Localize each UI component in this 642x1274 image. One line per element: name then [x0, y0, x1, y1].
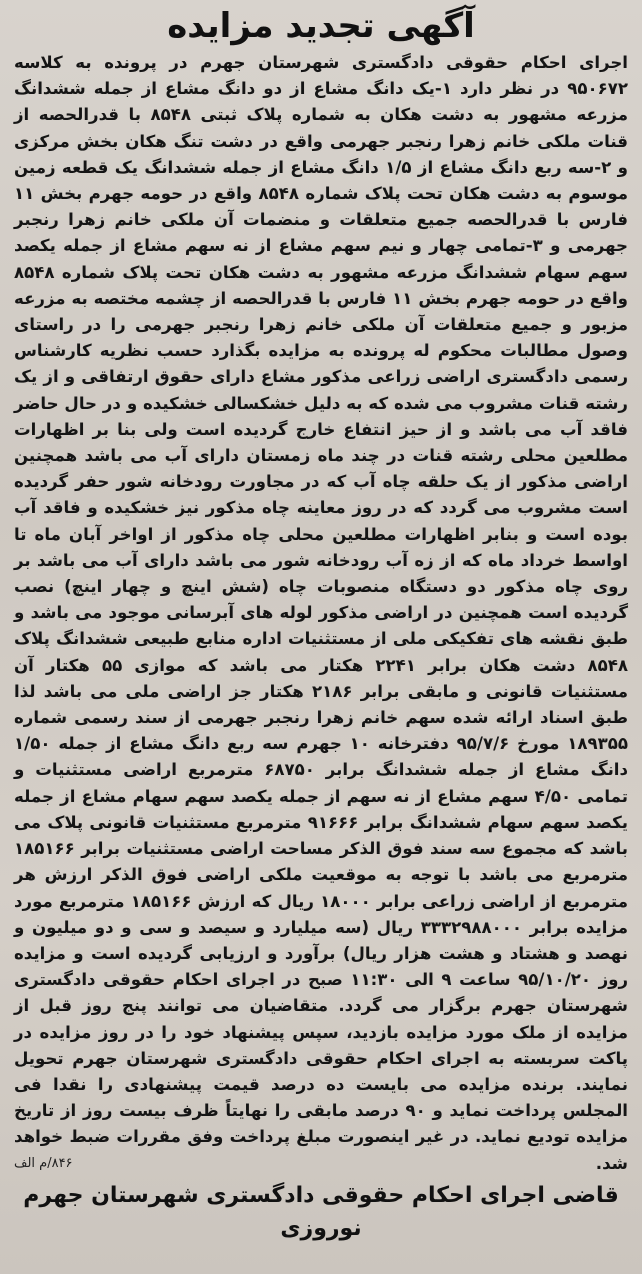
ad-signature-title: قاضی اجرای احکام حقوقی دادگستری شهرستان جهرم	[23, 1182, 619, 1208]
newspaper-clipping: آگهی تجدید مزایده اجرای احکام حقوقی دادگستری شهرستان جهرم در پرونده به کلاسه ۹۵۰۶۷۲ در نظر دارد ۱-یک دانگ مشاع از دو دانگ مشاع از جمله ششدانگ مزرعه مشهور به دشت هکان به شماره پلاک ثبتی ۸۵۴۸ با قدرالحصه از قنات ملکی خانم زهرا رنجبر جهرمی واقع در دشت تنگ هکان بخش مرکزی و ۲-سه ربع دانگ مشاع از ۱/۵ دانگ مشاع از جمله ششدانگ یک قطعه زمین موسوم به دشت هکان تحت پلاک شماره ۸۵۴۸ واقع در حومه جهرم بخش ۱۱ فارس با قدرالحصه جمیع متعلقات و منضمات آن ملکی خانم زهرا رنجبر جهرمی و ۳-تمامی چهار و نیم سهم مشاع از نه سهم مشاع از جمله یکصد سهم سهام ششدانگ مزرعه مشهور به دشت هکان تحت پلاک شماره ۸۵۴۸ واقع در حومه جهرم بخش ۱۱ فارس با قدرالحصه از چشمه مختصه به مزرعه مزبور و جمیع متعلقات آن ملکی خانم زهرا رنجبر جهرمی را در راستای وصول مطالبات محکوم له پرونده به مزایده بگذارد حسب نظریه کارشناس رسمی دادگستری اراضی زراعی مذکور مشاع دارای حقوق ارتفاقی و از یک رشته قنات مشروب می شده که به دلیل خشکسالی خشکیده و در حال حاضر فاقد آب می باشد و از حیز انتفاع خارج گردیده است ولی بنا بر اظهارات مطلعین محلی رشته قنات در چند ماه زمستان دارای آب می باشد همچنین اراضی مذکور از یک حلقه چاه آب که در مجاورت رودخانه شور حفر گردیده است مشروب می گردد که در روز معاینه چاه مذکور نیز خشکیده و فاقد آب بوده است و بنابر اظهارات مطلعین محلی چاه مذکور از اواخر آبان ماه تا اواسط خرداد ماه که از زه آب رودخانه شور می باشد دارای آب می باشد بر روی چاه مذکور دو دستگاه منصوبات چاه (شش اینچ و چهار اینچ) نصب گردیده است همچنین در اراضی مذکور لوله های آبرسانی موجود می باشد و طبق نقشه های تفکیکی ملی از مستثنیات اداره منابع طبیعی ششدانگ پلاک ۸۵۴۸ دشت هکان برابر ۲۲۴۱ هکتار می باشد که موازی ۵۵ هکتار آن مستثنیات قانونی و مابقی برابر ۲۱۸۶ هکتار جز اراضی ملی می باشد لذا طبق اسناد ارائه شده سهم خانم زهرا رنجبر جهرمی از سند رسمی شماره ۱۸۹۳۵۵ مورخ ۹۵/۷/۶ دفترخانه ۱۰ جهرم سه ربع دانگ مشاع از جمله ۱/۵۰ دانگ مشاع از جمله ششدانگ برابر ۶۸۷۵۰ مترمربع اراضی مستثنیات و تمامی ۴/۵۰ سهم مشاع از نه سهم از جمله یکصد سهم سهام مشاع از جمله یکصد سهم سهام ششدانگ برابر ۹۱۶۶۶ مترمربع مستثنیات قانونی پلاک می باشد که مجموع سه سند فوق الذکر مساحت اراضی مستثنیات برابر ۱۸۵۱۶۶ مترمربع می باشد با توجه به موقعیت ملکی اراضی فوق الذکر ارزش هر مترمربع از اراضی زراعی برابر ۱۸۰۰۰ ریال که ارزش ۱۸۵۱۶۶ مترمربع مورد مزایده برابر ۳۳۳۲۹۸۸۰۰۰ ریال (سه میلیارد و سیصد و سی و دو میلیون و نهصد و هشتاد و هشت هزار ریال) برآورد و ارزیابی گردیده است و مزایده روز ۹۵/۱۰/۲۰ ساعت ۹ الی ۱۱:۳۰ صبح در اجرای احکام حقوقی دادگستری شهرستان جهرم برگزار می گردد. متقاضیان می توانند پنج روز قبل از مزایده از ملک مورد مزایده بازدید، سپس پیشنهاد خود را در روز مزایده در پاکت سربسته به اجرای احکام حقوقی دادگستری شهرستان جهرم تحویل نمایند. برنده مزایده می بایست ده درصد قیمت پیشنهادی را نقدا فی المجلس پرداخت نماید و ۹۰ درصد مابقی را نهایتاً ظرف بیست روز از تاریخ مزایده تودیع نماید. در غیر اینصورت مبلغ پرداخت وفق مقررات ضبط خواهد شد. ۸۴۶/م الف قاضی اجرای احکام حقوقی دادگستری شهرستان جهرم نوروزی	[0, 0, 642, 1274]
ad-signature-name: نوروزی	[280, 1215, 362, 1241]
ad-body: اجرای احکام حقوقی دادگستری شهرستان جهرم در پرونده به کلاسه ۹۵۰۶۷۲ در نظر دارد ۱-یک دانگ مشاع از دو دانگ مشاع از جمله ششدانگ مزرعه مشهور به دشت هکان به شماره پلاک ثبتی ۸۵۴۸ با قدرالحصه از قنات ملکی خانم زهرا رنجبر جهرمی واقع در دشت تنگ هکان بخش مرکزی و ۲-سه ربع دانگ مشاع از ۱/۵ دانگ مشاع از جمله ششدانگ یک قطعه زمین موسوم به دشت هکان تحت پلاک شماره ۸۵۴۸ واقع در حومه جهرم بخش ۱۱ فارس با قدرالحصه جمیع متعلقات و منضمات آن ملکی خانم زهرا رنجبر جهرمی و ۳-تمامی چهار و نیم سهم مشاع از نه سهم مشاع از جمله یکصد سهم سهام ششدانگ مزرعه مشهور به دشت هکان تحت پلاک شماره ۸۵۴۸ واقع در حومه جهرم بخش ۱۱ فارس با قدرالحصه از چشمه مختصه به مزرعه مزبور و جمیع متعلقات آن ملکی خانم زهرا رنجبر جهرمی را در راستای وصول مطالبات محکوم له پرونده به مزایده بگذارد حسب نظریه کارشناس رسمی دادگستری اراضی زراعی مذکور مشاع دارای حقوق ارتفاقی و از یک رشته قنات مشروب می شده که به دلیل خشکسالی خشکیده و در حال حاضر فاقد آب می باشد و از حیز انتفاع خارج گردیده است ولی بنا بر اظهارات مطلعین محلی رشته قنات در چند ماه زمستان دارای آب می باشد همچنین اراضی مذکور از یک حلقه چاه آب که در مجاورت رودخانه شور حفر گردیده است مشروب می گردد که در روز معاینه چاه مذکور نیز خشکیده و فاقد آب بوده است و بنابر اظهارات مطلعین محلی چاه مذکور از اواخر آبان ماه تا اواسط خرداد ماه که از زه آب رودخانه شور می باشد دارای آب می باشد بر روی چاه مذکور دو دستگاه منصوبات چاه (شش اینچ و چهار اینچ) نصب گردیده است همچنین در اراضی مذکور لوله های آبرسانی موجود می باشد و طبق نقشه های تفکیکی ملی از مستثنیات اداره منابع طبیعی ششدانگ پلاک ۸۵۴۸ دشت هکان برابر ۲۲۴۱ هکتار می باشد که موازی ۵۵ هکتار آن مستثنیات قانونی و مابقی برابر ۲۱۸۶ هکتار جز اراضی ملی می باشد لذا طبق اسناد ارائه شده سهم خانم زهرا رنجبر جهرمی از سند رسمی شماره ۱۸۹۳۵۵ مورخ ۹۵/۷/۶ دفترخانه ۱۰ جهرم سه ربع دانگ مشاع از جمله ۱/۵۰ دانگ مشاع از جمله ششدانگ برابر ۶۸۷۵۰ مترمربع اراضی مستثنیات و تمامی ۴/۵۰ سهم مشاع از نه سهم از جمله یکصد سهم سهام مشاع از جمله یکصد سهم سهام ششدانگ برابر ۹۱۶۶۶ مترمربع مستثنیات قانونی پلاک می باشد که مجموع سه سند فوق الذکر مساحت اراضی مستثنیات برابر ۱۸۵۱۶۶ مترمربع می باشد با توجه به موقعیت ملکی اراضی فوق الذکر ارزش هر مترمربع از اراضی زراعی برابر ۱۸۰۰۰ ریال که ارزش ۱۸۵۱۶۶ مترمربع مورد مزایده برابر ۳۳۳۲۹۸۸۰۰۰ ریال (سه میلیارد و سیصد و سی و دو میلیون و نهصد و هشتاد و هشت هزار ریال) برآورد و ارزیابی گردیده است و مزایده روز ۹۵/۱۰/۲۰ ساعت ۹ الی ۱۱:۳۰ صبح در اجرای احکام حقوقی دادگستری شهرستان جهرم برگزار می گردد. متقاضیان می توانند پنج روز قبل از مزایده از ملک مورد مزایده بازدید، سپس پیشنهاد خود را در روز مزایده در پاکت سربسته به اجرای احکام حقوقی دادگستری شهرستان جهرم تحویل نمایند. برنده مزایده می بایست ده درصد قیمت پیشنهادی را نقدا فی المجلس پرداخت نماید و ۹۰ درصد مابقی را نهایتاً ظرف بیست روز از تاریخ مزایده تودیع نماید. در غیر اینصورت مبلغ پرداخت وفق مقررات ضبط خواهد شد.	[14, 53, 629, 1173]
ad-title: آگهی تجدید مزایده	[167, 6, 475, 46]
